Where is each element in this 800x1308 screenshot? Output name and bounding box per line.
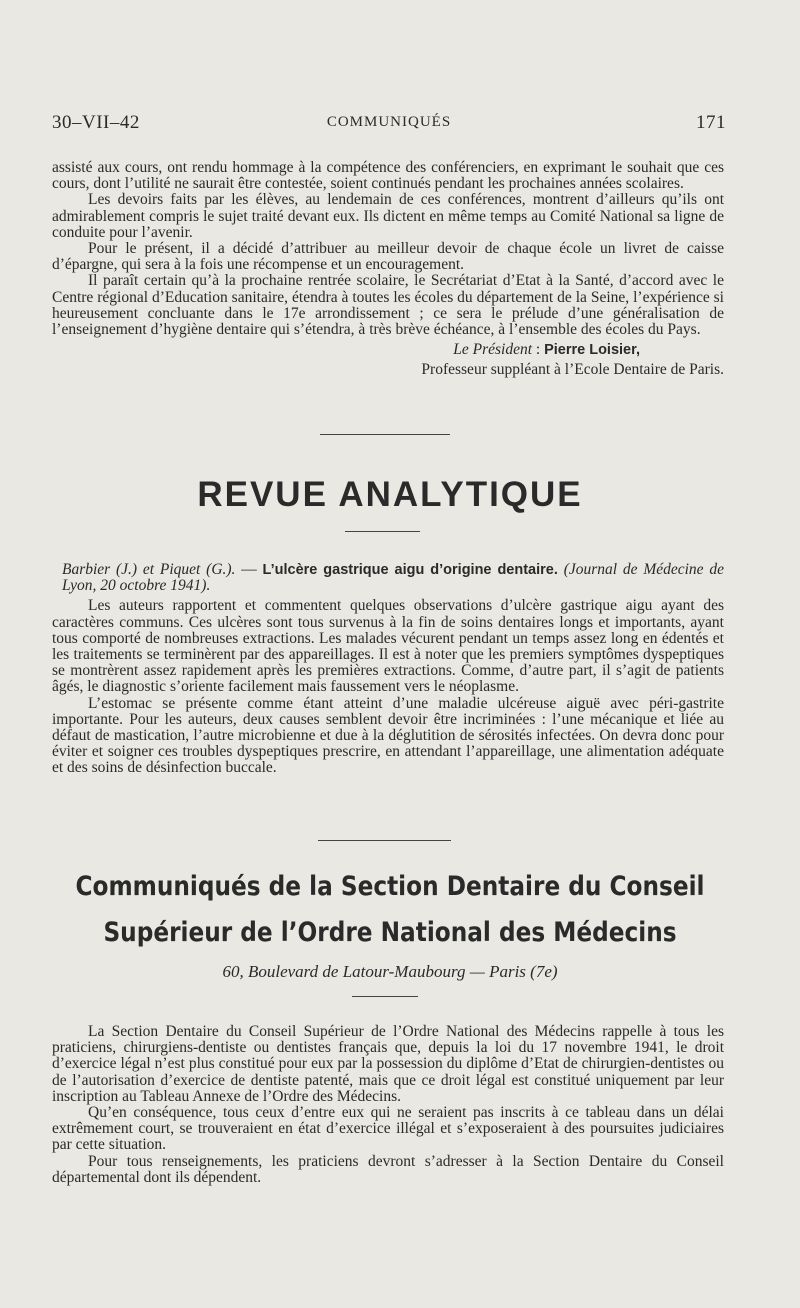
revue-title: REVUE ANALYTIQUE: [197, 475, 583, 514]
signature-role: Le Président: [453, 341, 533, 359]
header-dash: —: [235, 561, 263, 578]
section-title-line1: Communiqués de la Section Dentaire du Conseil: [75, 871, 705, 902]
section-address: 60, Boulevard de Latour-Maubourg — Paris (7e): [222, 962, 558, 981]
paragraph: Pour tous renseignements, les praticiens devront s’adresser à la Section Dentaire du Conseil départemental dont ils dépendent.: [52, 1152, 724, 1186]
issue-date: 30–VII–42: [52, 112, 140, 133]
section-text: [52, 1024, 724, 1186]
signature-name: Pierre Loisier,: [544, 342, 640, 359]
paragraph: L’estomac se présente comme étant atteint d’une maladie ulcéreuse aiguë avec péri-gastrite importante. Pour les auteurs, deux causes semblent devoir être incriminées : l’une mécanique et liée au défaut de mastication, l’autre microbienne et due à la déglutition de sérosités infectées. On devra donc pour éviter et soigner ces troubles dyspeptiques prescrire, en attendant l’appareillage, une alimentation adéquate et des soins de désinfection buccale.: [52, 694, 724, 777]
divider: [352, 996, 418, 997]
divider: [320, 434, 450, 435]
divider: [345, 531, 420, 532]
paragraph: Pour le présent, il a décidé d’attribuer au meilleur devoir de chaque école un livret de caisse d’épargne, qui sera à la fois une récompense et un encouragement.: [52, 240, 724, 274]
signature: [52, 340, 724, 379]
article-journal: (Journal de Médecine de Lyon, 20 octobre 1941).: [62, 561, 724, 595]
intro-text: [52, 160, 724, 379]
article-header: [52, 562, 724, 594]
paragraph: Les auteurs rapportent et commentent quelques observations d’ulcère gastrique aigu ayant des caractères communs. Ces ulcères sont tous survenus à la fin de soins dentaires longs et importants, ayant tous comporté de nombreuses extractions. Les malades vécurent pendant un temps assez long en édentés et les traitements se terminèrent par des appareillages. Il est à noter que les premiers symptômes dyspeptiques se montrèrent assez rapidement après les premières extractions. Comme, d’autre part, il s’agit de patients âgés, le diagnostic s’oriente facilement mais faussement vers le néoplasme.: [52, 597, 724, 696]
section-title-line2: Supérieur de l’Ordre National des Médecins: [103, 917, 677, 948]
revue-article: [52, 562, 724, 777]
article-authors: Barbier (J.) et Piquet (G.).: [62, 561, 236, 578]
section-heading: COMMUNIQUÉS: [326, 114, 452, 130]
paragraph: assisté aux cours, ont rendu hommage à la compétence des conférenciers, en exprimant le souhait que ces cours, dont l’utilité ne saurait être contestée, soient continués pendant les prochaines années scolaires.: [52, 159, 724, 193]
page-number: 171: [696, 112, 726, 133]
article-title: L’ulcère gastrique aigu d’origine dentaire.: [262, 562, 558, 578]
divider: [318, 840, 451, 841]
signature-title: Professeur suppléant à l’Ecole Dentaire de Paris.: [421, 361, 724, 379]
paragraph: La Section Dentaire du Conseil Supérieur de l’Ordre National des Médecins rappelle à tous les praticiens, chirurgiens-dentiste ou dentistes français que, depuis la loi du 17 novembre 1941, le droit d’exercice légal n’est plus constitué pour eux par la possession du diplôme d’Etat de chirurgien-dentistes ou de l’autorisation d’exercice de dentiste patenté, mais que ce droit légal est constitué uniquement par leur inscription au Tableau Annexe de l’Ordre des Médecins.: [52, 1023, 724, 1105]
paragraph: Les devoirs faits par les élèves, au lendemain de ces conférences, montrent d’ailleurs qu’ils ont admirablement compris le sujet traité devant eux. Ils dictent en même temps au Comité National sa ligne de conduite pour l’avenir.: [52, 191, 724, 241]
paragraph: Qu’en conséquence, tous ceux d’entre eux qui ne seraient pas inscrits à ce tableau dans un délai extrêmement court, se trouveraient en état d’exercice illégal et s’exposeraient à des poursuites judiciaires par cette situation.: [52, 1104, 724, 1154]
signature-separator: :: [532, 341, 545, 359]
paragraph: Il paraît certain qu’à la prochaine rentrée scolaire, le Secrétariat d’Etat à la Santé, d’accord avec le Centre régional d’Education sanitaire, étendra à toutes les écoles du département de la Seine, l’expérience si heureusement concluante dans le 17e arrondissement ; ce sera le prélude d’une généralisation de l’enseignement d’hygiène dentaire qui s’étendra, à très brève échéance, à l’ensemble des écoles du Pays.: [52, 272, 724, 339]
